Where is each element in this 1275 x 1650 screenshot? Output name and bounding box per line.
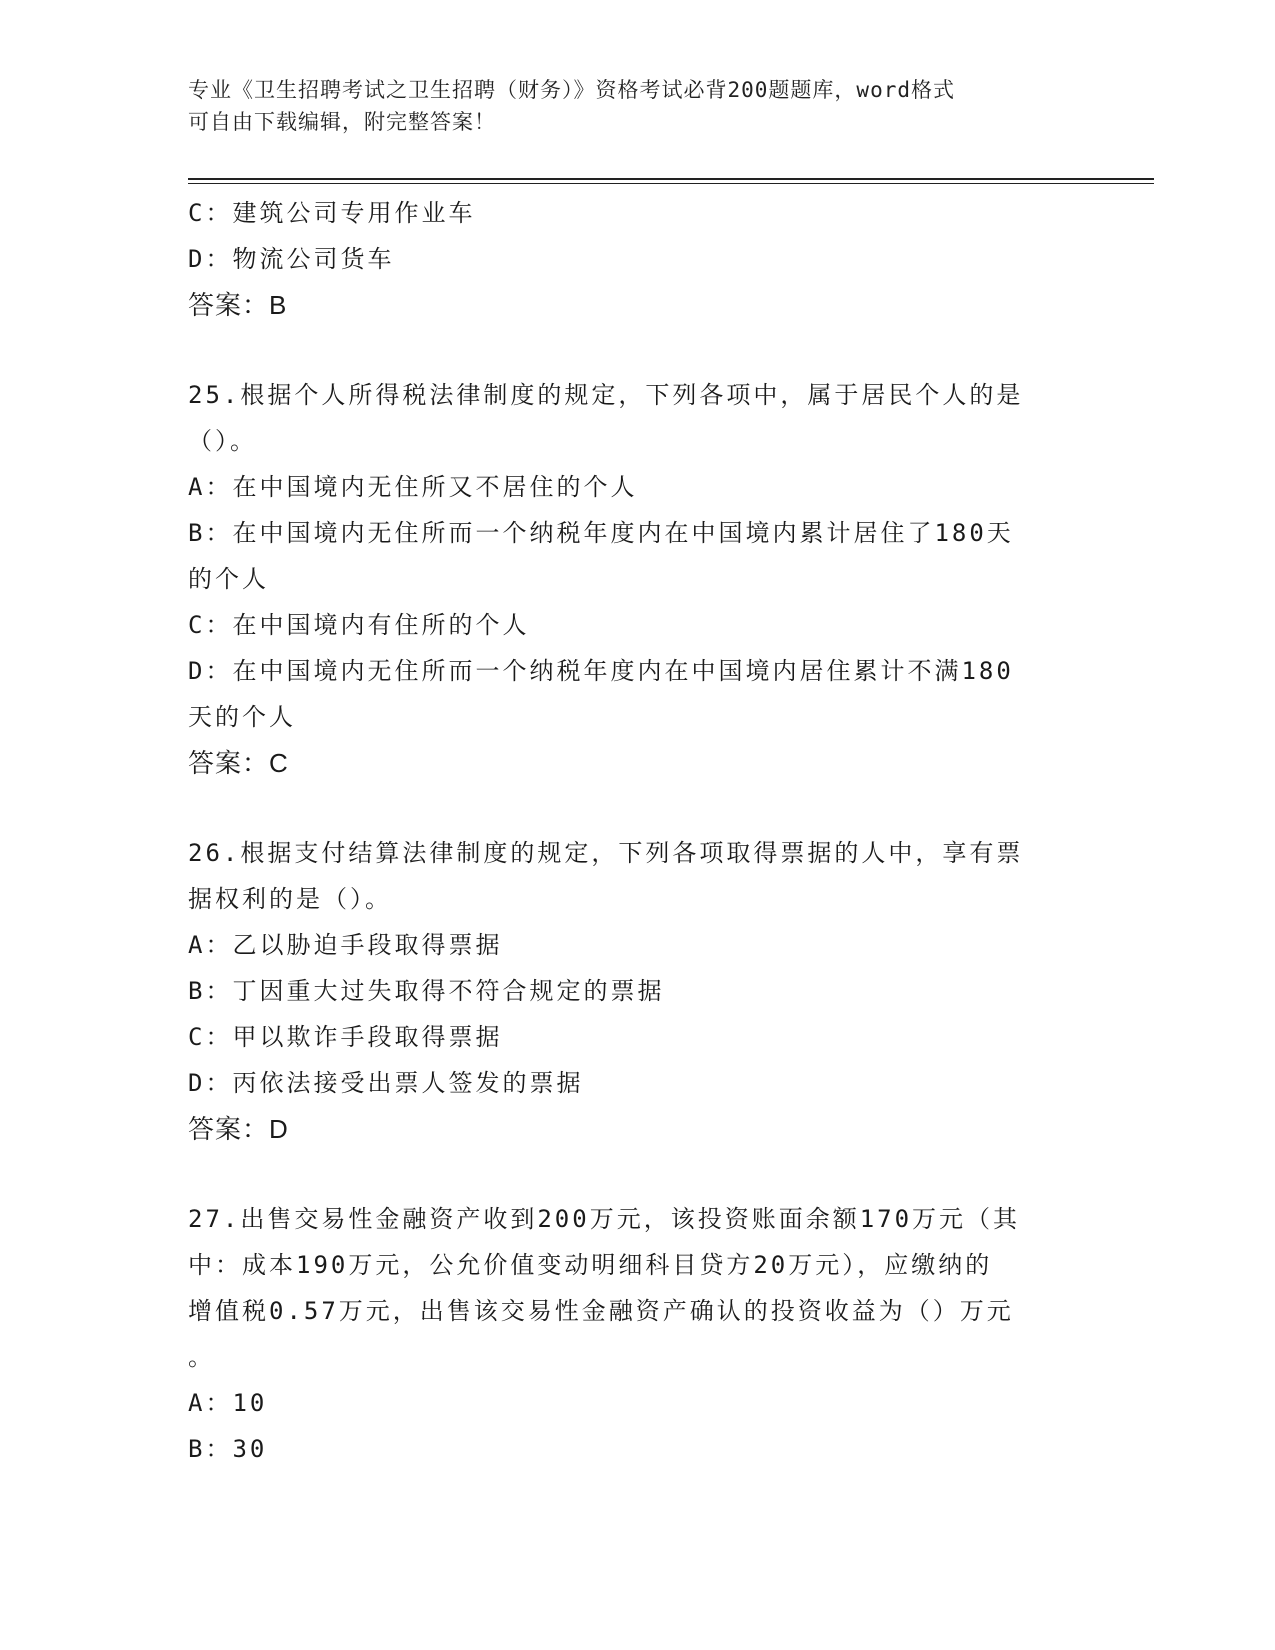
- answer: 答案：D: [188, 1114, 289, 1144]
- option-d: D：在中国境内无住所而一个纳税年度内在中国境内居住累计不满180: [188, 657, 1014, 685]
- header-line-1: 专业《卫生招聘考试之卫生招聘（财务）》资格考试必背200题题库，word格式: [188, 78, 955, 102]
- question-stem: （）。: [188, 427, 257, 455]
- question-stem: 据权利的是（）。: [188, 885, 392, 913]
- document-header: [188, 74, 1068, 138]
- option-b: B：30: [188, 1435, 268, 1463]
- question-stem: 27.出售交易性金融资产收到200万元，该投资账面余额170万元（其: [188, 1205, 1021, 1233]
- question-27: [188, 1196, 1088, 1472]
- question-stem: 25.根据个人所得税法律制度的规定，下列各项中，属于居民个人的是: [188, 381, 1024, 409]
- question-spacer: [188, 786, 1088, 830]
- question-spacer: [188, 328, 1088, 372]
- question-stem: 增值税0.57万元，出售该交易性金融资产确认的投资收益为（）万元: [188, 1297, 1014, 1325]
- option-d: 天的个人: [188, 703, 296, 731]
- option-b: 的个人: [188, 565, 269, 593]
- option-c: C：在中国境内有住所的个人: [188, 611, 530, 639]
- question-24-continued: [188, 190, 1088, 328]
- question-spacer: [188, 1152, 1088, 1196]
- option-a: A：10: [188, 1389, 268, 1417]
- question-25: [188, 372, 1088, 786]
- header-rule-thin: [188, 183, 1154, 184]
- answer: 答案：C: [188, 748, 289, 778]
- header-rule-thick: [188, 178, 1154, 180]
- document-body: [188, 190, 1088, 1472]
- option-d: D：丙依法接受出票人签发的票据: [188, 1069, 584, 1097]
- option-a: A：在中国境内无住所又不居住的个人: [188, 473, 638, 501]
- question-stem: 26.根据支付结算法律制度的规定，下列各项取得票据的人中，享有票: [188, 839, 1024, 867]
- option-c: C：甲以欺诈手段取得票据: [188, 1023, 503, 1051]
- header-line-2: 可自由下载编辑，附完整答案！: [188, 110, 496, 134]
- option-a: A：乙以胁迫手段取得票据: [188, 931, 503, 959]
- question-26: [188, 830, 1088, 1152]
- question-stem: 中：成本190万元，公允价值变动明细科目贷方20万元），应缴纳的: [188, 1251, 993, 1279]
- option-b: B：丁因重大过失取得不符合规定的票据: [188, 977, 665, 1005]
- question-stem: 。: [188, 1343, 215, 1371]
- option-d: D：物流公司货车: [188, 245, 395, 273]
- answer: 答案：B: [188, 290, 288, 320]
- option-b: B：在中国境内无住所而一个纳税年度内在中国境内累计居住了180天: [188, 519, 1014, 547]
- option-c: C：建筑公司专用作业车: [188, 199, 476, 227]
